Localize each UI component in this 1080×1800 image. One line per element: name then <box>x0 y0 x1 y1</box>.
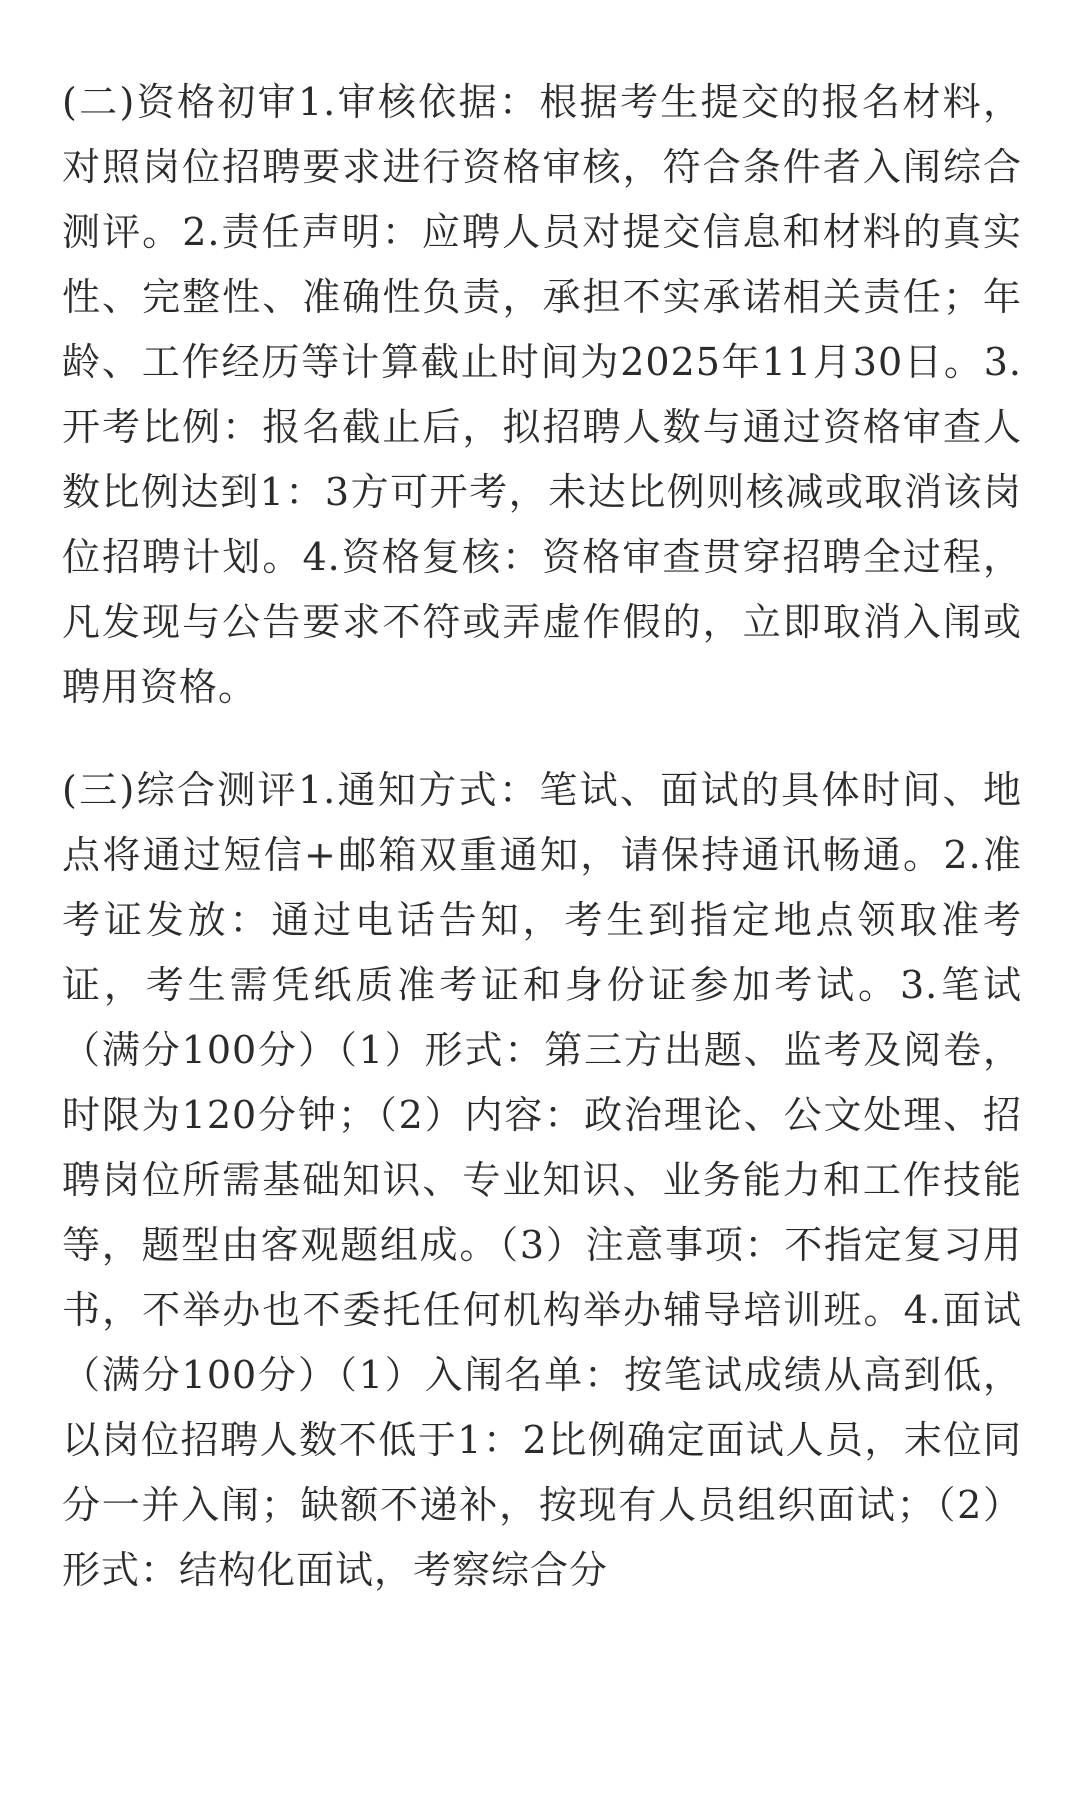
paragraph-qualification-review: (二)资格初审1.审核依据：根据考生提交的报名材料，对照岗位招聘要求进行资格审核，符合条件者入闱综合测评。2.责任声明：应聘人员对提交信息和材料的真实性、完整性、准确性负责，承担不实承诺相关责任；年龄、工作经历等计算截止时间为2025年11月30日。3.开考比例：报名截止后，拟招聘人数与通过资格审查人数比例达到1：3方可开考，未达比例则核减或取消该岗位招聘计划。4.资格复核：资格审查贯穿招聘全过程，凡发现与公告要求不符或弄虚作假的，立即取消入闱或聘用资格。 <box>62 80 1022 709</box>
paragraph-comprehensive-assessment: (三)综合测评1.通知方式：笔试、面试的具体时间、地点将通过短信+邮箱双重通知，请保持通讯畅通。2.准考证发放：通过电话告知，考生到指定地点领取准考证，考生需凭纸质准考证和身份证参加考试。3.笔试（满分100分）（1）形式：第三方出题、监考及阅卷，时限为120分钟；（2）内容：政治理论、公文处理、招聘岗位所需基础知识、专业知识、业务能力和工作技能等，题型由客观题组成。（3）注意事项：不指定复习用书，不举办也不委托任何机构举办辅导培训班。4.面试（满分100分）（1）入闱名单：按笔试成绩从高到低，以岗位招聘人数不低于1：2比例确定面试人员，末位同分一并入闱；缺额不递补，按现有人员组织面试；（2）形式：结构化面试，考察综合分 <box>62 768 1022 1592</box>
article-body <box>62 70 1022 1603</box>
